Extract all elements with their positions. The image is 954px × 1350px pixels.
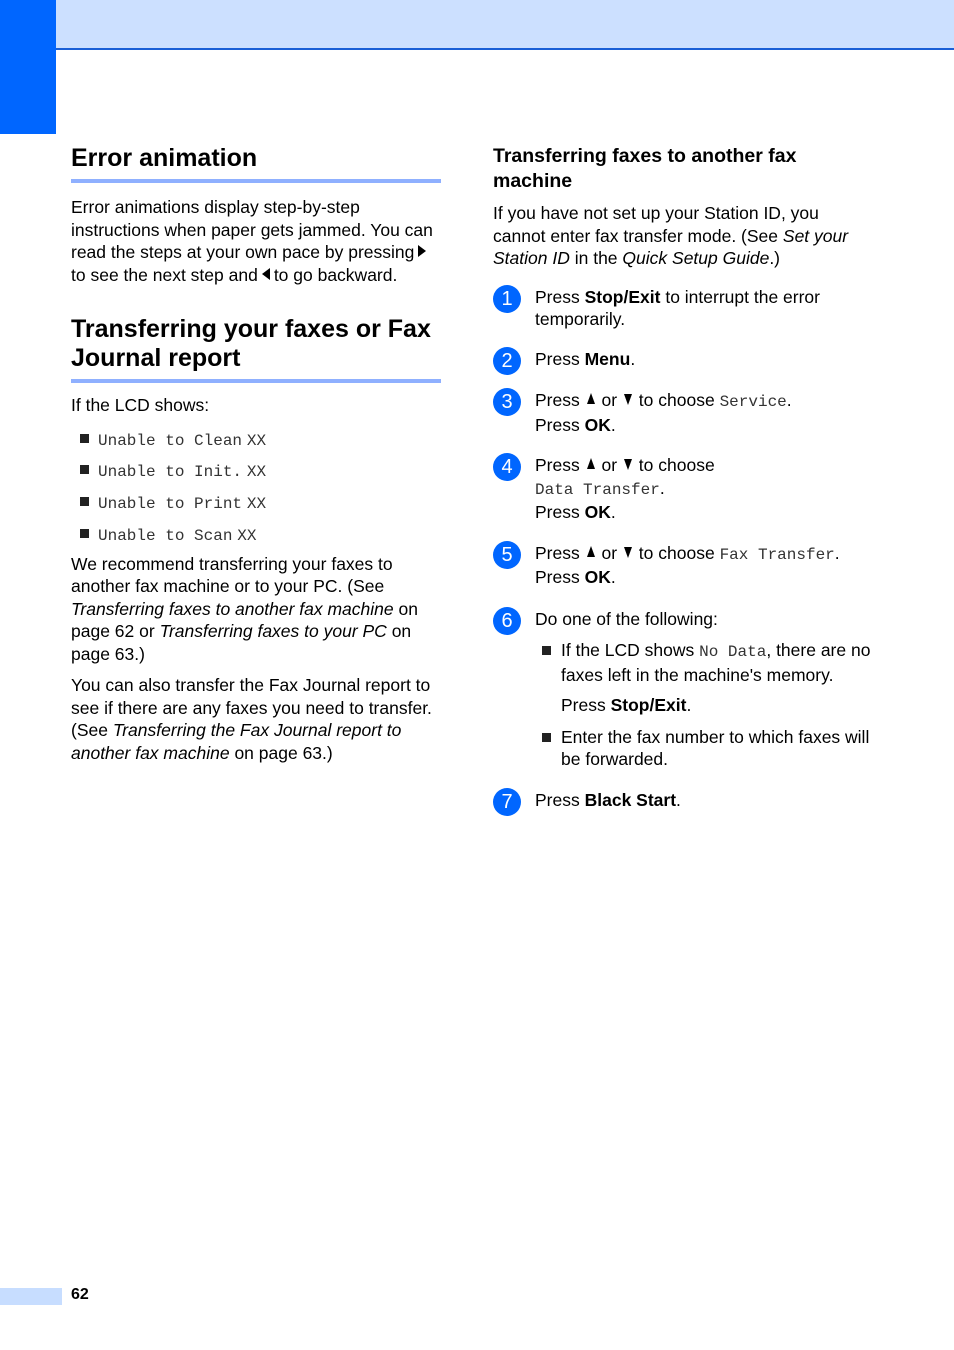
fax-transfer-heading: Transferring faxes to another fax machine xyxy=(493,145,797,192)
page-number: 62 xyxy=(71,1286,89,1303)
fax-transfer-intro: If you have not set up your Station ID, you cannot enter fax transfer mode. (See Set your Station ID in the Quick Setup Guide.) xyxy=(493,203,849,268)
square-bullet-icon xyxy=(542,733,551,742)
step-number-badge: 7 xyxy=(493,788,521,816)
page-number-band xyxy=(0,1288,62,1305)
lcd-text: Service xyxy=(719,393,787,411)
list-item: Unable to Init. XX xyxy=(71,459,441,481)
list-item: Unable to Scan XX xyxy=(71,523,441,545)
error-animation-heading: Error animation xyxy=(71,144,441,183)
lcd-text: Data Transfer xyxy=(535,480,660,499)
step-1: 1 Press Stop/Exit to interrupt the error temporarily. xyxy=(493,286,873,331)
cross-ref-link: Transferring faxes to another fax machine xyxy=(71,598,394,619)
left-column xyxy=(71,144,441,764)
error-animation-paragraph: Error animations display step-by-step instructions when paper gets jammed. You can read the steps at your own pace by pressingto see the next step and to go backward. xyxy=(71,197,433,285)
list-item: Unable to Clean XX xyxy=(71,428,441,450)
lcd-text: Fax Transfer xyxy=(719,545,835,564)
step-4: 4 Press or to choose Data Transfer. Press OK. xyxy=(493,454,873,524)
button-name: Stop/Exit xyxy=(610,695,687,715)
down-arrow-icon xyxy=(624,394,632,405)
square-bullet-icon xyxy=(80,434,89,443)
up-arrow-icon xyxy=(587,458,595,469)
step-2: 2 Press Menu. xyxy=(493,348,873,371)
step-number-badge: 4 xyxy=(493,453,521,481)
step-number-badge: 2 xyxy=(493,347,521,375)
list-item: If the LCD shows No Data, there are no faxes left in the machine's memory. Press Stop/Exit. xyxy=(535,639,873,717)
square-bullet-icon xyxy=(542,646,551,655)
step-5: 5 Press or to choose Fax Transfer. Press OK. xyxy=(493,542,873,589)
button-name: Menu xyxy=(584,348,631,369)
button-name: OK xyxy=(584,502,611,522)
list-item: Enter the fax number to which faxes will be forwarded. xyxy=(535,726,873,771)
step-number-badge: 6 xyxy=(493,607,521,635)
transfer-section-heading: Transferring your faxes or Fax Journal report xyxy=(71,315,441,383)
button-name: Black Start xyxy=(584,789,677,810)
step-7: 7 Press Black Start. xyxy=(493,789,873,812)
step-6: 6 Do one of the following: If the LCD shows No Data, there are no faxes left in the machine's memory. Press Stop/Exit. Enter the fax number to which faxes will be forwarded. xyxy=(493,608,873,771)
cross-ref-link: Transferring the Fax Journal report to another fax machine xyxy=(71,720,402,763)
recommend-paragraph: We recommend transferring your faxes to another fax machine or to your PC. (See Transferring faxes to another fax machine on page 62 or Transferring faxes to your PC on page 63.) xyxy=(71,553,418,664)
right-arrow-icon xyxy=(418,245,426,257)
lcd-intro: If the LCD shows: xyxy=(71,395,210,415)
step-number-badge: 5 xyxy=(493,541,521,569)
cross-ref-link: Transferring faxes to your PC xyxy=(159,621,387,642)
up-arrow-icon xyxy=(587,393,595,404)
chapter-tab xyxy=(0,0,56,134)
right-column xyxy=(493,144,873,811)
lcd-message-list xyxy=(71,428,441,545)
button-name: Stop/Exit xyxy=(584,286,661,307)
button-name: OK xyxy=(584,414,611,435)
left-arrow-icon xyxy=(262,268,270,280)
square-bullet-icon xyxy=(80,529,89,538)
square-bullet-icon xyxy=(80,497,89,506)
down-arrow-icon xyxy=(624,459,632,470)
button-name: OK xyxy=(584,567,611,587)
up-arrow-icon xyxy=(587,546,595,557)
journal-paragraph: You can also transfer the Fax Journal report to see if there are any faxes you need to transfer. (See Transferring the Fax Journal report to another fax machine on page 63.) xyxy=(71,675,432,763)
lcd-text: No Data xyxy=(699,643,767,661)
down-arrow-icon xyxy=(624,547,632,558)
header-band xyxy=(56,0,954,50)
step-number-badge: 3 xyxy=(493,388,521,416)
square-bullet-icon xyxy=(80,465,89,474)
list-item: Unable to Print XX xyxy=(71,491,441,513)
step-3: 3 Press or to choose Service. Press OK. xyxy=(493,389,873,436)
step-number-badge: 1 xyxy=(493,285,521,313)
